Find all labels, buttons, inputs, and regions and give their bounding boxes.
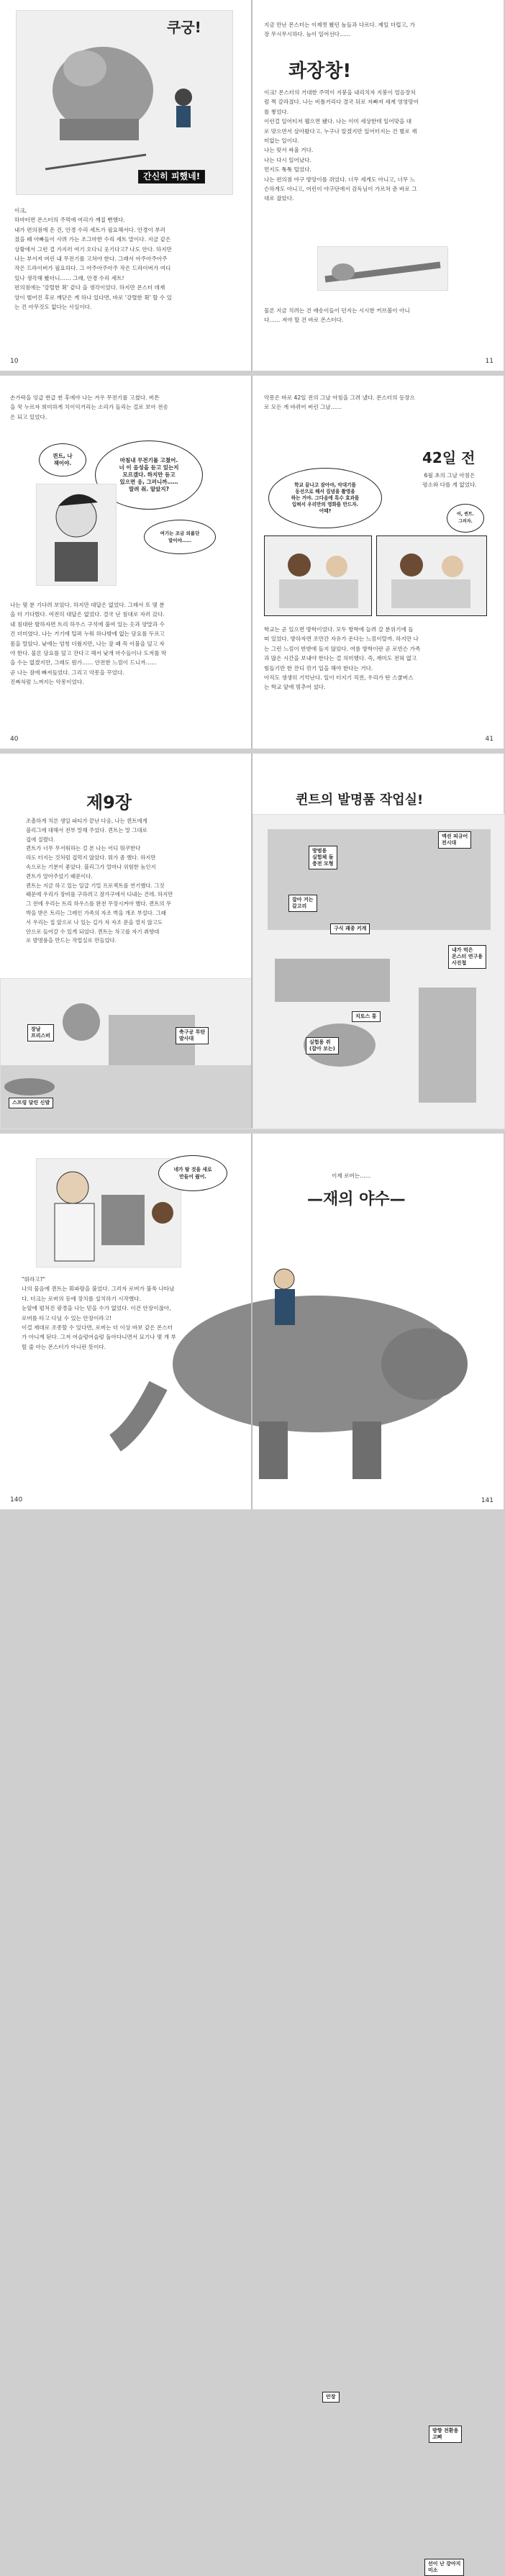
gutter: [251, 1134, 252, 1509]
page-workshop: [252, 754, 504, 1128]
illustration-rover-beast: [115, 1242, 496, 1486]
label-soccer-launcher: 축구공 투탄 발사대: [176, 1027, 209, 1044]
chapter-title: 제9장: [86, 792, 132, 813]
page-11-body-top: 지금 만난 몬스터는 이제껏 봤던 놈들과 다르다. 제일 더럽고, 가 장 무시무시하다. 늪이 일어선다……: [264, 22, 415, 38]
sfx-boom: 쿠궁!: [167, 19, 201, 36]
page-number: 140: [10, 1496, 23, 1504]
page-number: 11: [485, 358, 493, 365]
spread-workshop: [0, 754, 504, 1128]
label-monster-album: 내가 먹은 몬스터 연구용 사진첩: [448, 945, 486, 969]
spread-pages-40-41: [0, 376, 504, 749]
rover-art: [115, 1242, 496, 1486]
heading-subtext: 6월 초의 그날 아침은 평소와 다를 게 없었다.: [422, 472, 477, 489]
page-140-body: "뭐라고?" 나의 물음에 퀸트는 휘파람을 불었다. 그러자 로버가 불쑥 나타났 다. 더크는 로버의 등에 장치를 설치하기 시작했다. 눈앞에 펼쳐진 광경을 나는 믿을 수가 없었다. 이건 안장이잖아, 로버를 타고 다닐 수 있는 안장이라고! 이걸 제대로 조종할 수 있다면, 로버는 더 이상 바보 같은 몬스터 가 아니게 된다. 그저 어슬렁어슬렁 돌아다니면서 묘기나 몇 개 부 릴 줄 아는 몬스터가 아니란 뜻이다.: [22, 1276, 176, 1350]
bat-art: [318, 247, 447, 290]
speech-bubble-school: 학교 끝나고 잠아야, 악대기를 동선으로 해서 집념을 촬영을 하는 거야. 그다음에 특수 효과를 입혀서 우리만의 영화를 만드자. 어때?: [268, 468, 382, 528]
page-41-body-top: 악몽은 바로 42일 전의 그날 아침을 그려 냈다. 몬스터의 등장으 로 모든 게 바뀌어 버린 그날……: [264, 394, 415, 411]
illustration-school-bus-right: [376, 535, 487, 616]
rover-title: —재의 야수—: [307, 1190, 406, 1208]
speech-bubble-lonely: 여기는 조금 외롭단 말이야……: [144, 520, 216, 554]
page-11: [252, 0, 504, 371]
bus-scene-left: [265, 536, 371, 615]
page-10-body: 이크, 하마터면 몬스터의 주먹에 여리가 깨질 뻔했다. 내가 편의점에 온 건, 안경 수리 세트가 필요해서다. 안경이 부러 졌을 때 아빠들이 사려 가는 조그마한 수리 세트 말이다. 지금 같은 상황에서 그런 걸 가지러 여기 오다니 웃기다고? 나도 안다. 하지만 나는 부서져 버린 내 무전기를 고쳐야 한다. 그래서 아주아주아주 작은 드라이버가 필요하다. 그 아주아주아주 작은 드라이버가 여디 있나 생각해 봤더니…… 그래, 안경 수리 세트! 편의점에는 '강렬한 휙' 같다 을 생각이었다. 하지만 몬스터 데재 앙이 벌어진 후로 깨닫은 게 하나 있다면, 바로 '강렬한 휙' 할 수 있 는 건 아무것도 없다는 사실이다.: [14, 207, 172, 311]
label-spring-shoes: 스프링 달린 신발: [9, 1098, 53, 1108]
illustration-monster-punch: [16, 10, 233, 195]
label-figure-display: 액션 피규어 전시대: [438, 831, 471, 849]
spread-pages-10-11: [0, 0, 504, 371]
illustration-bat-grip: [317, 246, 448, 291]
page-40-body-top: 손가락을 잉급 번급 썬 후에야 나는 겨우 무전기를 고쳤다. 버튼 을 꾹 누르자 희미하게 치이익거리는 소리가 들리는 걸로 보아 전송 은 되고 있었다.: [10, 394, 168, 420]
label-saddle: 안장: [322, 2392, 340, 2403]
page-10: [0, 0, 251, 371]
label-cheetos-bin: 치토스 통: [352, 1011, 381, 1022]
jack-art: [37, 484, 116, 585]
page-40: [0, 376, 251, 749]
page-number: 41: [485, 736, 493, 743]
speech-bubble-reply: 어, 퀸트. 그러자.: [447, 504, 484, 533]
workshop-right-art: [253, 815, 504, 1129]
sfx-crash: 콰장창!: [288, 60, 352, 82]
speech-bubble-new-ride: 네가 탈 것을 새로 만들어 줬어.: [158, 1155, 227, 1191]
label-lab-rat: 실험용 쥐 (잡아 보는): [306, 1037, 339, 1054]
page-number: 10: [10, 358, 19, 365]
label-battery-model: 방범용 실험체 돌 충전 모형: [309, 846, 337, 869]
illustration-jack-radio: [36, 484, 117, 586]
label-puppy-smile: 선이 난 강아지 미소: [424, 2559, 464, 2576]
page-41-body-bottom: 학교는 곧 있으면 방학이었다. 모두 방학에 늘려 갈 분위기에 들 떠 있었다. 방하자면 조만간 자유가 온다는 느낌이랄까. 하지만 나 는 그런 느낌이 반받에 들지 않았다. 여름 방학이란 곧 로빈슨 가족 과 많은 시간을 보내야 한다는 걸 의미했다. 즉, 재미도 전혀 없고 힘들기만 한 잔디 깎기 일을 해야 한다는 거다. 아직도 생생히 기억난다. 일이 터지기 직전, 우리가 탄 스쿨버스 는 학교 앞에 멈추어 섰다.: [264, 626, 421, 691]
speech-bubble-main: 마침내 무전기를 고쳤어. 너 이 음성을 듣고 있는지 모르겠다. 하지만 듣고 있으면 응, 그러니까…… 말려 줘. 알았지?: [95, 440, 203, 510]
workshop-heading: 퀸트의 발명품 작업실!: [296, 792, 424, 808]
bus-scene-right: [377, 536, 486, 615]
speech-bubble-quint: 퀸트, 나 잭이야.: [39, 443, 86, 476]
label-old-clock: 구식 괘종 커계: [330, 923, 370, 934]
page-41: [252, 376, 504, 749]
heading-42-days: 42일 전: [422, 449, 476, 466]
chapter-9-body: 조촐하게 치른 생일 파티가 끝난 다음, 나는 퀸트에게 블리그에 대해서 전부 말해 주었다. 퀸트는 말 그대로 겁에 질렸다. 퀸트가 너무 무서워하는 걸 본 나는 어디 뭐쿠한다 라도 터지는 것처럼 겁먹지 않았다. 뭐가 좀 했다. 하지만 속으로는 기분이 좋았다. 블리그가 얼마나 위험한 놈인지 퀸트가 알아주었기 때문이다. 퀸트는 지금 하고 있는 일급 기밀 프로젝트를 연기했다. 그것 때문에 우리가 장비를 구하려고 잠가구에서 디내는 건데. 하지만 그 전에 우리는 트리 하우스를 완전 무장시켜야 했다. 퀸트의 무 박을 받은 트리는 그레인 가족의 자조 벽을 개조 부설다. 그래 서 우리는 집 앞으로 나 있는 길가 자 자조 문을 열지 않고도 안으로 들어갈 수 있게 되었다. 퀸트는 차고를 자기 취향대 로 발명품을 만드는 작업실로 만들었다.: [26, 818, 173, 944]
monster-smash-art: [17, 11, 232, 194]
label-frisbee: 장남 프리스비: [27, 1024, 54, 1041]
illustration-workshop-right: [252, 814, 505, 1129]
illustration-school-bus-left: [264, 535, 372, 616]
page-chapter-9: [0, 754, 251, 1128]
page-11-body-mid: 이크! 몬스터의 거대한 주먹이 지붕을 내리치자 지붕이 얼음장처 럼 쩍 갈라졌다. 나는 비틀거리다 결국 뒤로 자빠져 세계 영영망어 를 찧었다. 이런걸 일어티저 웹으면 됐다. 나는 이미 세상한테 일어맞을 대 로 맞으면서 살아왔다고. 누구나 알겠지만 일어터지는 건 별로 재 미없는 일이다. 나는 맞서 싸울 거다. 나는 다시 일어났다. 먼지도 툭툭 털었다. 나는 편의점 야구 방망이를 쥐었다. 너무 세게도 아니고, 너무 느 슨하게도 아니고, 어린이 야구단에서 감독님이 가르쳐 준 바로 그 대로 잡았다.: [264, 89, 419, 202]
page-141-intro: 이제 로버는……: [332, 1172, 371, 1179]
page-number: 40: [10, 736, 19, 743]
page-number-141: 141: [481, 1497, 493, 1504]
label-turn-reins: 방향 전환용 고삐: [429, 2426, 462, 2443]
spread-pages-140-141: [0, 1134, 504, 2573]
shout-caption: 간신히 피했네!: [138, 170, 205, 184]
page-40-body-bottom: 나는 몇 분 기다려 보았다. 하지만 대답은 없었다. 그래서 또 몇 분 을 더 기다렸다. 여전히 대답은 없었다. 결국 난 침대로 자러 갔다. 내 침대란 발하자면 트리 하우스 구석에 불여 있는 옷과 양말과 수 건 더미였다. 나는 거기에 털퍼 누워 하나밖에 없는 담요를 두르고 몸을 말았다. 낮에는 엄청 더웠지만, 나는 잘 때 꼭 이불을 덮고 자 야 한다. 물론 담요를 덮고 잔다고 해서 낮개 마수들이나 도저를 막 을 수는 없겠지만, 그래도 뭔가…… 안전한 느낌이 드니까…… 곧 나는 잠에 빠져들었다. 그리고 악몽을 꾸었다. 진짜처럼 느껴지는 악몽이었다.: [10, 602, 167, 686]
page-11-body-bottom: 물론 지금 치려는 건 애송이들이 던지는 시시한 커브볼이 아니 다…… 저야 할 건 바로 몬스터다.: [264, 307, 410, 324]
label-grappling-hook: 잡아 거는 갈고리: [288, 895, 317, 912]
